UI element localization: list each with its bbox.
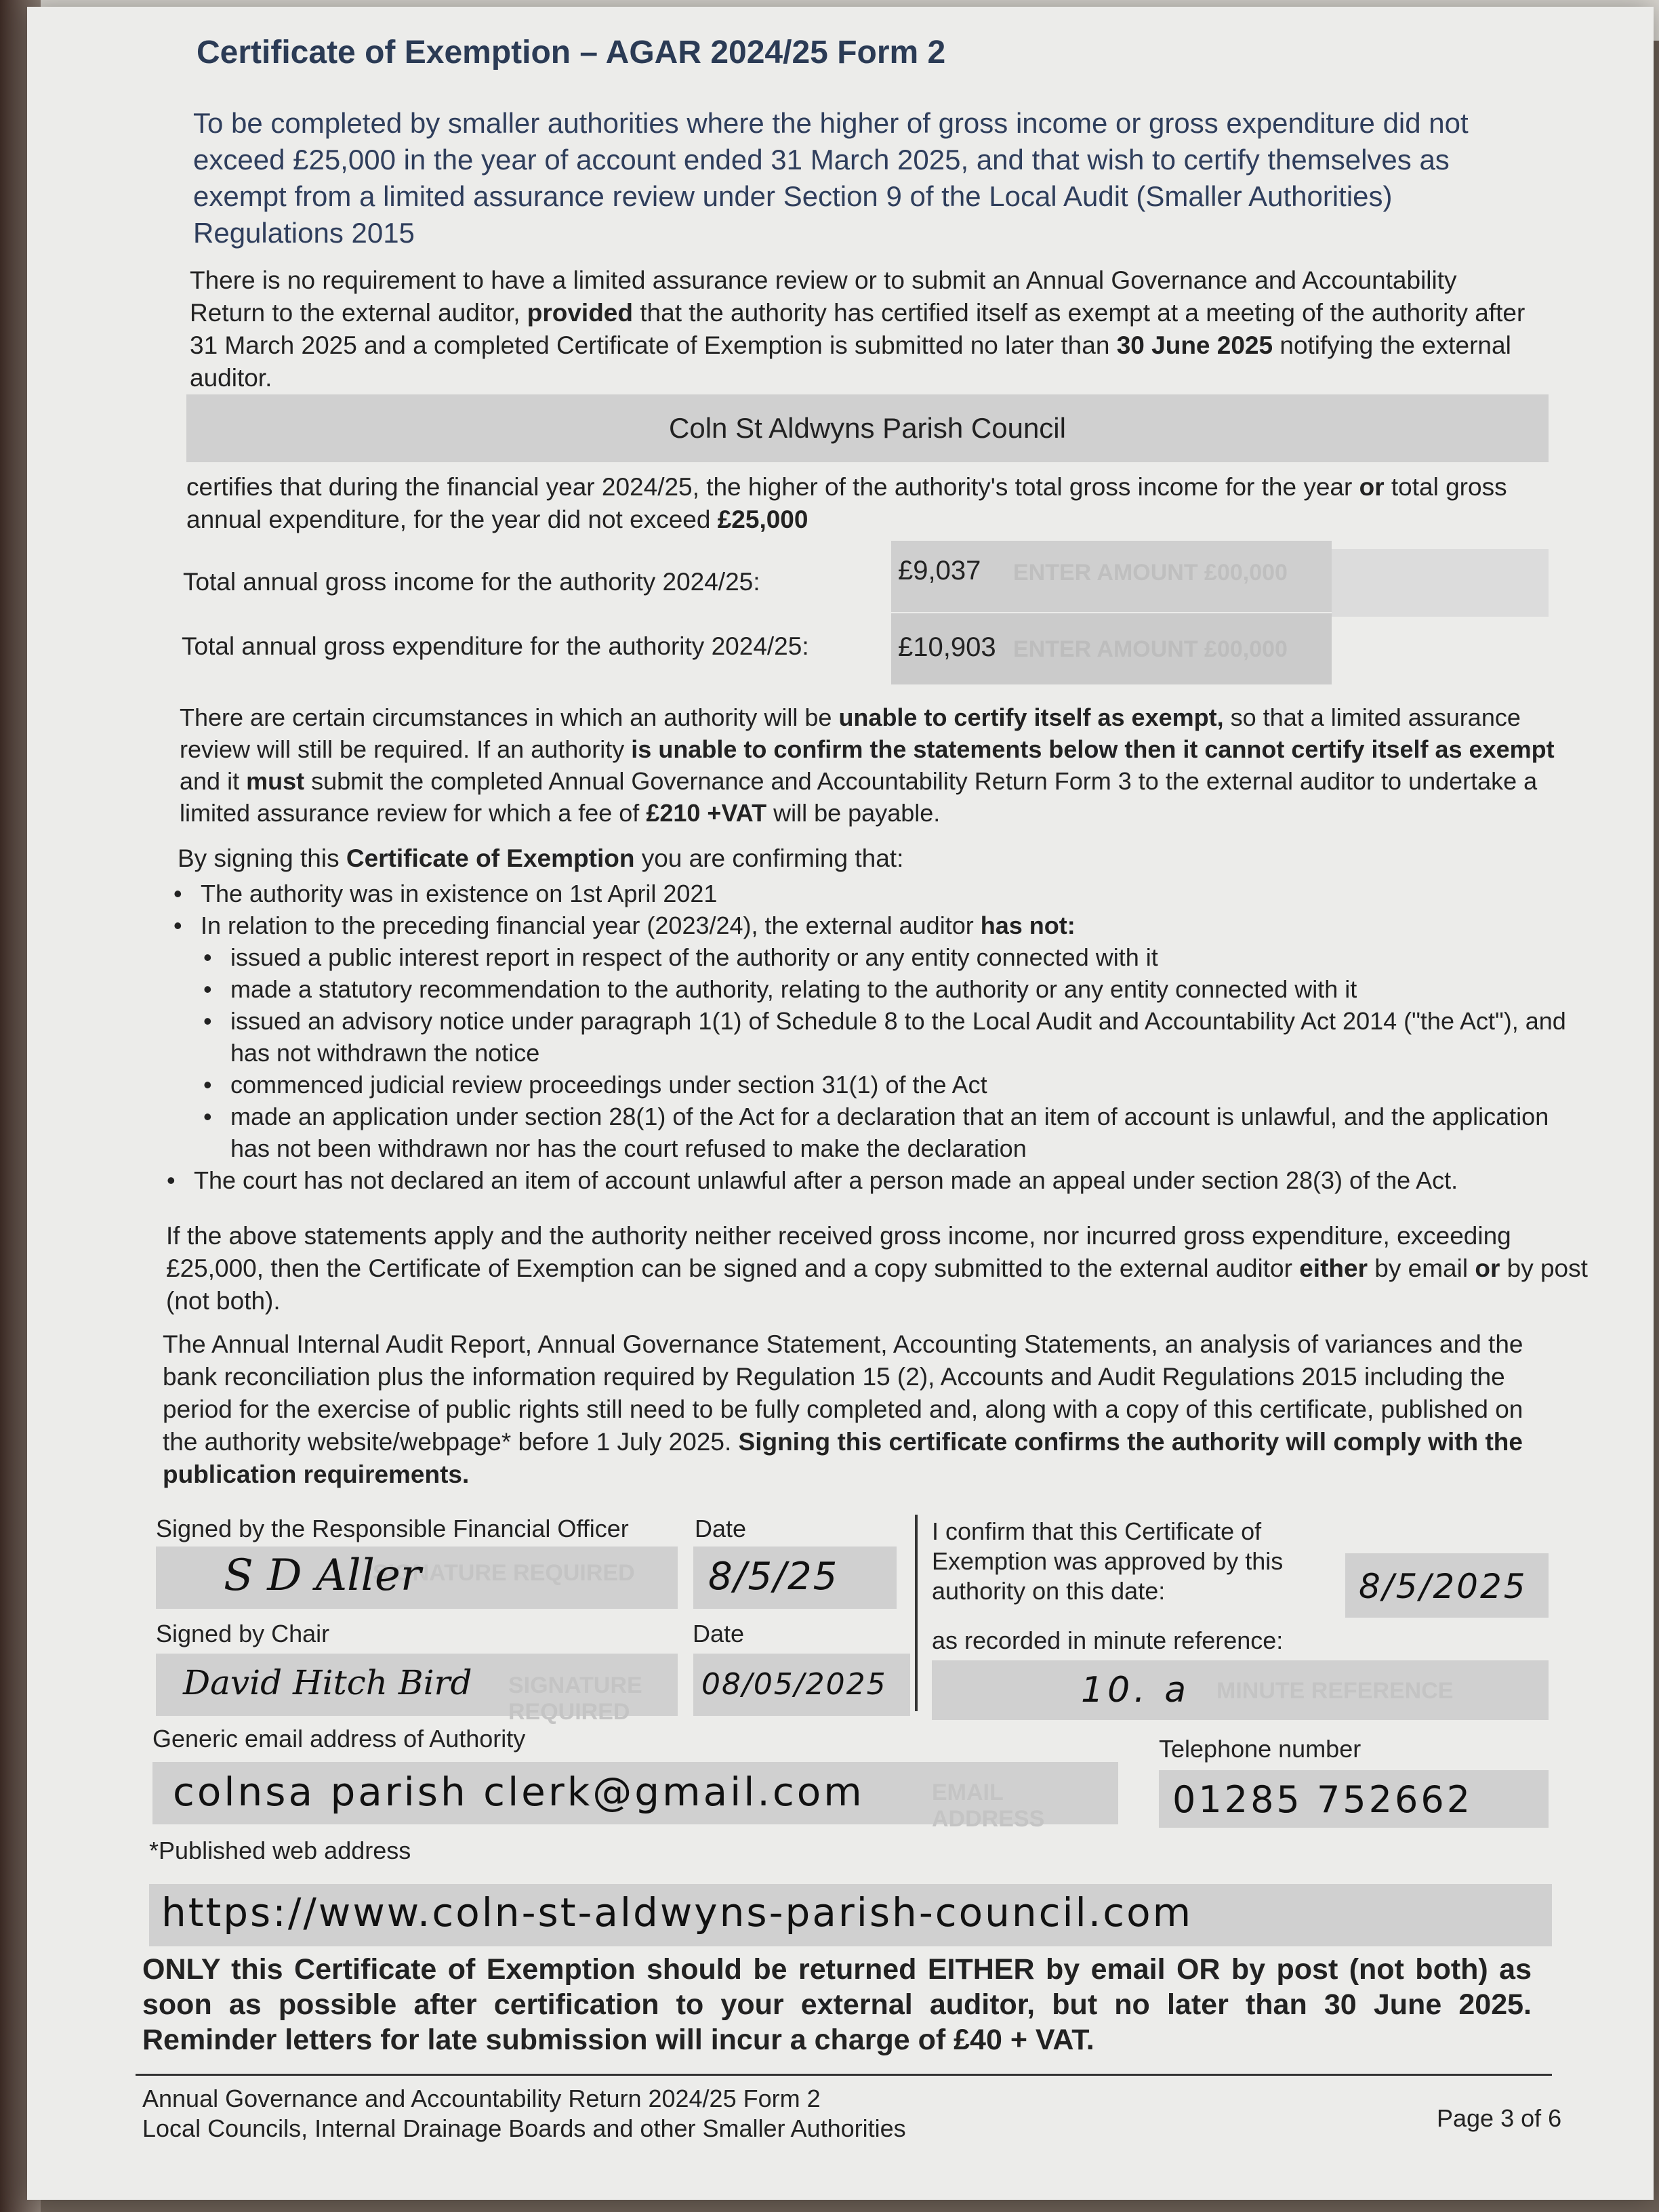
income-label: Total annual gross income for the authority 2024/25: — [183, 568, 760, 596]
statements-list — [171, 878, 1580, 1196]
confirm-date: 8/5/2025 — [1359, 1567, 1528, 1606]
if-apply-part: by email — [1374, 1254, 1469, 1282]
circumstances-part: and it — [180, 767, 240, 795]
circumstances-fee: £210 +VAT — [646, 799, 767, 827]
authority-name: Coln St Aldwyns Parish Council — [669, 412, 1066, 444]
expenditure-placeholder: ENTER AMOUNT £00,000 — [1013, 636, 1288, 662]
footer-text — [142, 2084, 906, 2144]
circumstances-bold: is unable to confirm the statements below then it cannot certify itself as exempt — [631, 735, 1555, 763]
rfo-date-field[interactable] — [693, 1547, 897, 1609]
chair-label: Signed by Chair — [156, 1620, 330, 1647]
income-field[interactable] — [891, 541, 1332, 612]
chair-signature-field[interactable] — [156, 1654, 678, 1725]
chair-date-label: Date — [693, 1620, 745, 1647]
authority-name-box[interactable] — [186, 394, 1549, 462]
statement-text: The authority was in existence on 1st April 2021 — [201, 880, 718, 907]
rfo-placeholder: SIGNATURE REQUIRED — [373, 1560, 635, 1586]
requirement-part: that the authority has certified itself as exempt at a meeting of the authority after 31 March 2025 and a completed Certificate of Exemption is submitted no later than — [190, 299, 1525, 359]
rfo-signature-field[interactable] — [156, 1547, 678, 1609]
certificate-page — [27, 7, 1654, 2200]
expenditure-label: Total annual gross expenditure for the authority 2024/25: — [182, 632, 809, 660]
sub-statement-item: • made an application under section 28(1) of the Act for a declaration that an item of account is unlawful, and the application has not been withdrawn nor has the court refused to make the declaration — [201, 1101, 1580, 1164]
confirming-part: By signing this — [178, 844, 340, 872]
circumstances-part: so that a limited assurance review will still be required. If an authority — [180, 703, 1521, 763]
expenditure-value: £10,903 — [898, 632, 996, 662]
income-value: £9,037 — [898, 556, 981, 586]
confirm-date-field[interactable] — [1345, 1553, 1549, 1618]
income-placeholder: ENTER AMOUNT £00,000 — [1013, 560, 1288, 586]
certifies-part: certifies that during the financial year 2024/25, the higher of the authority's total gross income for the year — [186, 473, 1353, 501]
circumstances-bold: must — [246, 767, 305, 795]
chair-placeholder: SIGNATURE REQUIRED — [508, 1673, 642, 1725]
if-apply-bold: or — [1475, 1254, 1500, 1282]
statement-text: The court has not declared an item of account unlawful after a person made an appeal under section 28(3) of the Act. — [194, 1166, 1458, 1194]
statement-item — [171, 909, 1580, 1164]
sub-statement-item: • made a statutory recommendation to the authority, relating to the authority or any entity connected with it — [201, 973, 1580, 1005]
if-apply-part: by post (not both). — [166, 1254, 1588, 1315]
circumstances-part: There are certain circumstances in which an authority will be — [180, 703, 832, 731]
web-value: https://www.coln-st-aldwyns-parish-council.com — [161, 1889, 1193, 1936]
rfo-date-label: Date — [695, 1515, 747, 1542]
chair-date: 08/05/2025 — [701, 1667, 887, 1702]
intro-text: To be completed by smaller authorities where the higher of gross income or gross expenditure did not exceed £25,000 in the year of account ended 31 March 2025, and that wish to certify themselves as exempt from a limited assurance review under Section 9 of the Local Audit (Smaller Authorities) Regulations 2015 — [193, 107, 1469, 249]
confirming-bold: Certificate of Exemption — [346, 844, 635, 872]
statement-item — [171, 878, 1580, 909]
sub-statement-item: • commenced judicial review proceedings under section 31(1) of the Act — [201, 1069, 1580, 1101]
web-field[interactable] — [149, 1884, 1552, 1946]
footer-line-2: Local Councils, Internal Drainage Boards and other Smaller Authorities — [142, 2114, 906, 2142]
certifies-or: or — [1359, 473, 1385, 501]
minute-ref: 10. a — [1081, 1670, 1191, 1711]
rfo-date: 8/5/25 — [708, 1555, 839, 1599]
publication-bold: Signing this certificate confirms the authority will comply with the publication requirements. — [163, 1428, 1523, 1488]
email-value: colnsa parish clerk@gmail.com — [173, 1769, 865, 1815]
statement-bold: has not: — [980, 912, 1076, 939]
statement-text: In relation to the preceding financial year (2023/24), the external auditor — [201, 912, 974, 939]
divider-line — [915, 1515, 918, 1711]
publication-part: The Annual Internal Audit Report, Annual Governance Statement, Accounting Statements, an analysis of variances and the bank reconciliation plus the information required by Regulation 15 (2), Accounts and Audit Regulations 2015 including the period for the exercise of public rights still need to be fully completed and, along with a copy of this certificate, published on the authority website/webpage* before 1 July 2025. — [163, 1330, 1523, 1456]
rfo-signature: S D Aller — [224, 1551, 422, 1601]
circumstances-part: submit the completed Annual Governance and Accountability Return Form 3 to the external auditor to undertake a limited assurance review for which a fee of — [180, 767, 1538, 827]
minute-ref-field[interactable] — [932, 1660, 1549, 1720]
chair-date-field[interactable] — [693, 1654, 910, 1716]
form-title: Certificate of Exemption – AGAR 2024/25 Form 2 — [197, 35, 946, 70]
requirement-text — [190, 264, 1538, 394]
circumstances-text — [180, 701, 1576, 829]
footer-line-1: Annual Governance and Accountability Return 2024/25 Form 2 — [142, 2085, 821, 2112]
sub-statement-item: • issued a public interest report in respect of the authority or any entity connected with it — [201, 941, 1580, 973]
page-number: Page 3 of 6 — [1437, 2104, 1562, 2132]
income-field-margin — [1332, 549, 1549, 617]
email-label: Generic email address of Authority — [152, 1725, 526, 1753]
phone-field[interactable] — [1159, 1770, 1549, 1828]
web-label: *Published web address — [149, 1837, 411, 1864]
statement-item — [164, 1164, 1580, 1196]
requirement-part: There is no requirement to have a limited assurance review or to submit an Annual Governance and Accountability Return to the external auditor, — [190, 266, 1457, 327]
confirming-part: you are confirming that: — [641, 844, 904, 872]
sub-statements-list — [201, 941, 1580, 1164]
email-field[interactable] — [152, 1762, 1118, 1832]
only-notice: ONLY this Certificate of Exemption should be returned EITHER by email OR by post (not both) as soon as possible after certification to your external auditor, but no later than 30 June 2025. Reminder letters for late submission will incur a charge of £40 + VAT. — [142, 1953, 1532, 2056]
sub-statement-item: • issued an advisory notice under paragraph 1(1) of Schedule 8 to the Local Audit and Accountability Act 2014 ("the Act"), and has not withdrawn the notice — [201, 1005, 1580, 1069]
minute-placeholder: MINUTE REFERENCE — [1216, 1678, 1454, 1704]
minute-label: as recorded in minute reference: — [932, 1626, 1284, 1654]
certifies-text — [186, 471, 1515, 536]
requirement-part: notifying the external auditor. — [190, 331, 1511, 392]
publication-text — [163, 1328, 1559, 1491]
certifies-part: total gross annual expenditure, for the year did not exceed — [186, 473, 1507, 533]
confirm-label: I confirm that this Certificate of Exemption was approved by this authority on this date: — [932, 1517, 1284, 1605]
email-placeholder: EMAIL ADDRESS — [932, 1780, 1045, 1832]
expenditure-field[interactable] — [891, 613, 1332, 684]
rfo-label: Signed by the Responsible Financial Officer — [156, 1515, 629, 1542]
footer-rule — [136, 2074, 1552, 2076]
if-apply-part: If the above statements apply and the authority neither received gross income, nor incurred gross expenditure, exceeding £25,000, then the Certificate of Exemption can be signed and a copy submitted to the external auditor — [166, 1222, 1511, 1282]
phone-label: Telephone number — [1159, 1735, 1361, 1763]
certifies-limit: £25,000 — [717, 506, 808, 533]
phone-value: 01285 752662 — [1172, 1778, 1473, 1821]
if-apply-bold: either — [1299, 1254, 1368, 1282]
requirement-deadline: 30 June 2025 — [1116, 331, 1273, 359]
circumstances-part: will be payable. — [773, 799, 941, 827]
circumstances-bold: unable to certify itself as exempt, — [838, 703, 1224, 731]
chair-signature: David Hitch Bird — [183, 1663, 472, 1702]
requirement-bold: provided — [527, 299, 633, 327]
if-apply-text — [166, 1220, 1589, 1317]
confirming-text — [178, 842, 903, 875]
